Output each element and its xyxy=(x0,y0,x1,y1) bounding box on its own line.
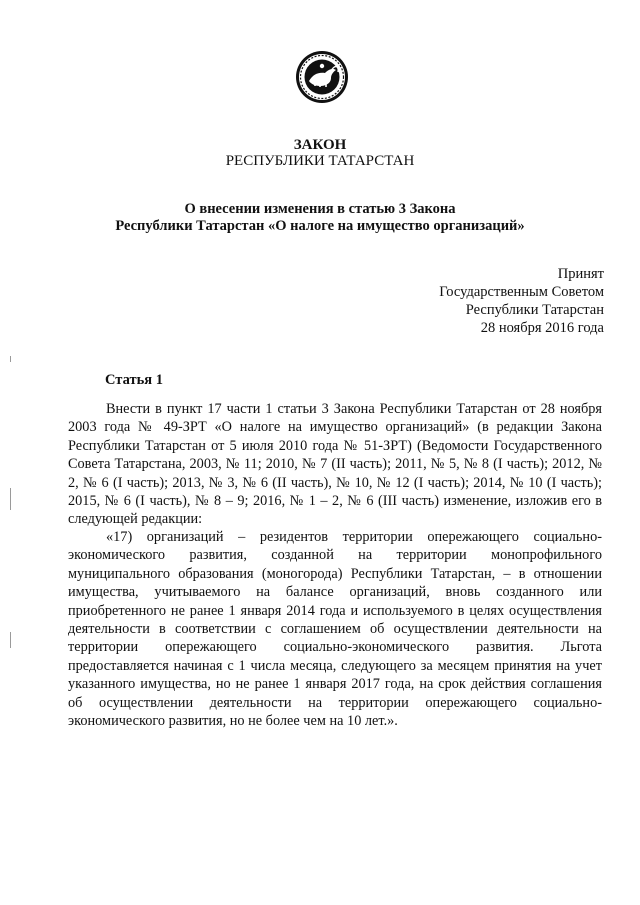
law-title: ЗАКОН xyxy=(293,137,347,153)
subject-line-1: О внесении изменения в статью 3 Закона xyxy=(184,201,456,217)
adoption-date: 28 ноября 2016 года xyxy=(480,320,604,336)
law-subject xyxy=(0,201,640,235)
adoption-line-3: Республики Татарстан xyxy=(465,302,604,318)
tatarstan-coat-of-arms-icon xyxy=(295,50,349,104)
scan-artifact xyxy=(10,632,11,648)
adoption-line-1: Принят xyxy=(557,266,604,282)
article-paragraph-2: «17) организаций – резидентов территории опережающего социально-экономического развития, созданной на территории монопрофильного муниципального образования (моногорода) Республики Татарстан, – в отношении имущества, учитываемого на балансе организаций, вновь созданного или приобретенного не ранее 1 января 2014 года и используемого в целях осуществления деятельности в соответствии с соглашением об осуществлении деятельности на территории опережающего социально-экономического развития. Льгота предоставляется начиная с 1 числа месяца, следующего за месяцем принятия на учет указанного имущества, но не ранее 1 января 2017 года, на срок действия соглашения об осуществлении деятельности на территории опережающего социально-экономического развития, но не более чем на 10 лет.». xyxy=(68,529,602,730)
subject-line-2: Республики Татарстан «О налоге на имущество организаций» xyxy=(115,218,525,234)
article-heading: Статья 1 xyxy=(105,372,163,388)
scan-artifact xyxy=(10,356,11,362)
scan-artifact xyxy=(10,488,11,510)
article-paragraph-1: Внести в пункт 17 части 1 статьи 3 Закона Республики Татарстан от 28 ноября 2003 года № 49-ЗРТ «О налоге на имущество организаций» (в редакции Закона Республики Татарстан от 5 июля 2010 года № 51-ЗРТ) (Ведомости Государственного Совета Татарстана, 2003, № 11; 2010, № 7 (II часть); 2011, № 5, № 8 (I часть); 2012, № 2, № 6 (I часть); 2013, № 3, № 6 (II часть), № 10, № 12 (I часть); 2014, № 10 (I часть); 2015, № 6 (I часть), № 8 – 9; 2016, № 1 – 2, № 6 (III часть) изменение, изложив его в следующей редакции: xyxy=(68,401,602,528)
adoption-line-2: Государственным Советом xyxy=(439,284,604,300)
adoption-block xyxy=(439,265,604,337)
republic-title: РЕСПУБЛИКИ ТАТАРСТАН xyxy=(225,153,415,169)
